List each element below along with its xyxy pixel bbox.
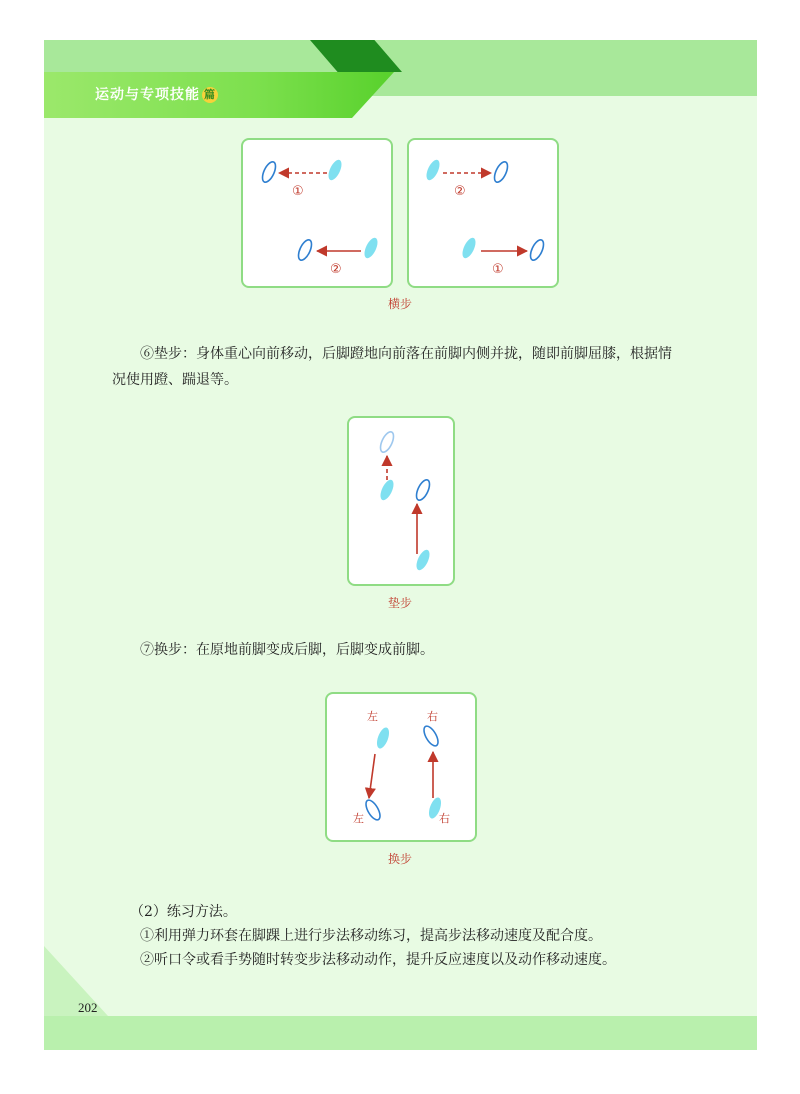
chapter-badge: 篇 [204, 88, 216, 101]
step-order-label: ① [492, 262, 504, 277]
step-order-label: ② [454, 184, 466, 199]
switch-step-diagram [325, 692, 477, 842]
left-foot-label: 左 [367, 710, 378, 723]
arrow-icon [369, 754, 375, 798]
step-order-label: ② [330, 262, 342, 277]
foot-solid-icon [378, 478, 396, 502]
page-number: 202 [78, 1000, 98, 1015]
foot-outline-icon [260, 160, 278, 184]
chapter-title-text: 运动与专项技能 [95, 87, 200, 103]
foot-solid-icon [460, 236, 478, 260]
pad-step-diagram [347, 416, 455, 586]
foot-solid-icon [424, 158, 442, 182]
lateral-step-diagram-right [407, 138, 559, 288]
pad-step-paragraph-line2: 况使用蹬、踹退等。 [112, 372, 238, 388]
foot-solid-icon [362, 236, 380, 260]
switch-step-caption: 换步 [387, 852, 412, 866]
pad-step-paragraph-line1: ⑥垫步：身体重心向前移动，后脚蹬地向前落在前脚内侧并拢，随即前脚屈膝，根据情 [140, 346, 672, 362]
practice-item-1: ①利用弹力环套在脚踝上进行步法移动练习，提高步法移动速度及配合度。 [140, 928, 602, 944]
left-foot-label: 左 [353, 812, 364, 825]
foot-solid-icon [326, 158, 344, 182]
lateral-step-diagram-left [241, 138, 393, 288]
foot-outline-icon [528, 238, 546, 262]
chapter-title [95, 84, 218, 104]
practice-heading: （2）练习方法。 [130, 904, 237, 920]
foot-outline-icon [492, 160, 510, 184]
lateral-step-caption: 横步 [387, 297, 412, 311]
foot-outline-icon [363, 798, 383, 822]
foot-outline-icon [378, 430, 396, 454]
foot-solid-icon [375, 726, 392, 750]
foot-outline-icon [421, 724, 441, 748]
foot-outline-icon [414, 478, 432, 502]
right-foot-label: 右 [439, 812, 450, 825]
practice-item-2: ②听口令或看手势随时转变步法移动动作，提升反应速度以及动作移动速度。 [140, 952, 616, 968]
footer-band [44, 1016, 757, 1050]
pad-step-caption: 垫步 [387, 596, 412, 610]
right-foot-label: 右 [427, 710, 438, 723]
switch-step-paragraph: ⑦换步：在原地前脚变成后脚，后脚变成前脚。 [140, 642, 434, 658]
foot-outline-icon [296, 238, 314, 262]
step-order-label: ① [292, 184, 304, 199]
